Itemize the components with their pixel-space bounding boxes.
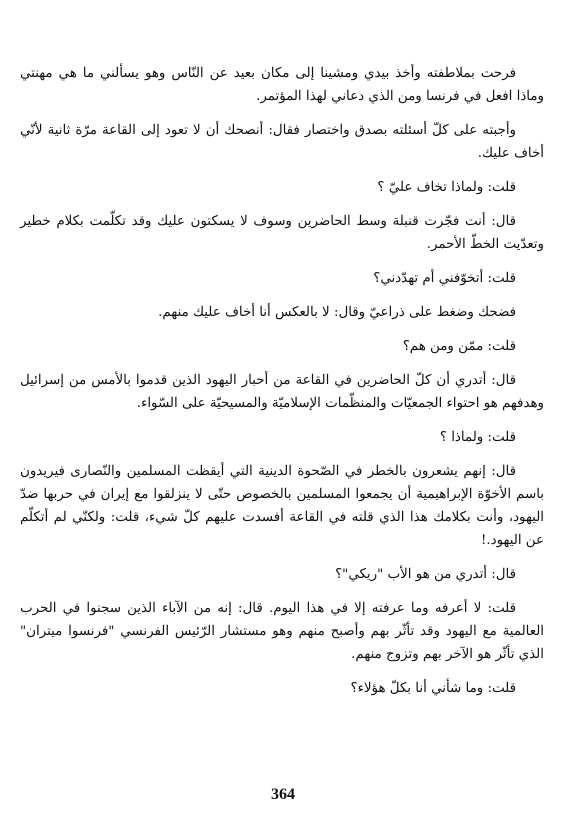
paragraph: قال: أتدري أن كلّ الحاضرين في القاعة من أحبار اليهود الذين قدموا بالأمس من إسرائيل وهدفهم هو احتواء الجمعيّات والمنظّمات الإسلاميّة والمسيحيّة على السّواء. (20, 373, 544, 411)
paragraph: وأجبته على كلّ أسئلته بصدق واختصار فقال: أنصحك أن لا تعود إلى القاعة مرّة ثانية لأنّي أخاف عليك. (20, 123, 544, 161)
paragraph: قلت: لا أعرفه وما عرفته إلا في هذا اليوم. قال: إنه من الآباء الذين سجنوا في الحرب العالمية مع اليهود وقد تأثّر بهم وأصبح منهم وهو مستشار الرّئيس الفرنسي "فرنسوا ميتران" الذي تأثّر هو الآخر بهم وتزوج منهم. (20, 601, 544, 662)
paragraph: قلت: أتخوّفني أم تهدّدني؟ (373, 271, 516, 286)
page-number: 364 (271, 786, 295, 803)
paragraph: قال: أتدري من هو الأب "ريكي"؟ (335, 567, 516, 582)
page-body-text (20, 62, 544, 711)
paragraph: فرحت بملاطفته وأخذ بيدي ومشينا إلى مكان بعيد عن النّاس وهو يسألني ما هي مهنتي وماذا افعل في فرنسا ومن الذي دعاني لهذا المؤتمر. (20, 66, 544, 104)
paragraph: قلت: وما شأني أنا بكلّ هؤلاء؟ (350, 681, 516, 696)
paragraph: فضحك وضغط على ذراعيّ وقال: لا بالعكس أنا أخاف عليك منهم. (158, 305, 516, 320)
paragraph: قلت: ممّن ومن هم؟ (402, 339, 516, 354)
paragraph: قلت: ولماذا تخاف عليّ ؟ (377, 180, 516, 195)
paragraph: قال: إنهم يشعرون بالخطر في الصّحوة الدينية التي أيقظت المسلمين والنّصارى فيريدون باسم الأخوّة الإبراهيمية أن يجمعوا المسلمين بالخصوص حتّى لا ينزلقوا مع إيران في حربها ضدّ اليهود، وأنت بكلامك هذا الذي قلته في القاعة أفسدت عليهم كلّ شيء، قلت: ولكنّي لم أتكلّم عن اليهود.! (20, 464, 544, 548)
paragraph: قلت: ولماذا ؟ (439, 430, 516, 445)
paragraph: قال: أنت فجّرت قنبلة وسط الحاضرين وسوف لا يسكتون عليك وقد تكلّمت بكلام خطير وتعدّيت الخطّ الأحمر. (20, 214, 544, 252)
